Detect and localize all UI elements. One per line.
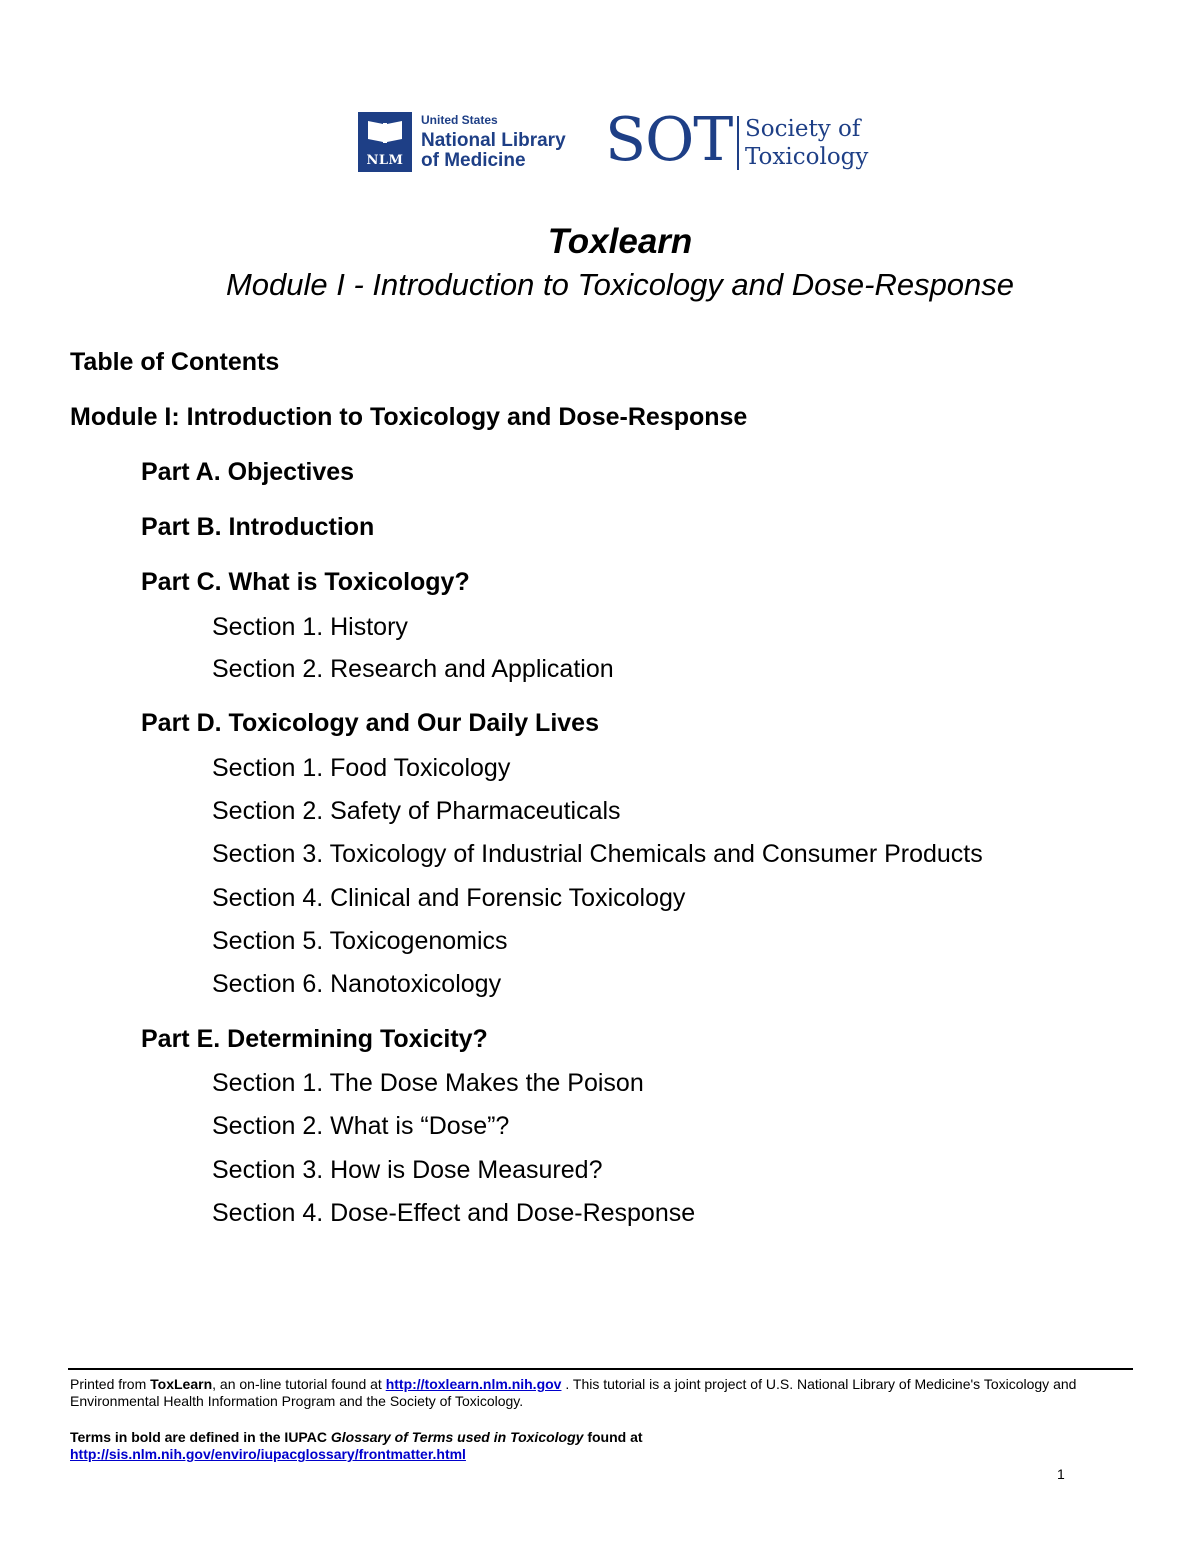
nlm-logo-mark	[358, 112, 412, 172]
sot-abbreviation: SOT	[605, 105, 733, 175]
toc-part-b: Part B. Introduction	[141, 513, 375, 541]
footer-glossary-url-line	[70, 1446, 1130, 1463]
nlm-line-1: United States	[421, 113, 498, 127]
nlm-line-3: of Medicine	[421, 150, 526, 171]
footer-printed-from: Printed from	[70, 1376, 147, 1392]
sot-name-line-2: Toxicology	[745, 144, 869, 170]
toc-part-c: Part C. What is Toxicology?	[141, 568, 470, 596]
toc-module-title: Module I: Introduction to Toxicology and Dose-Response	[70, 403, 748, 431]
footer-tutorial-text: , an on-line tutorial found at	[212, 1376, 382, 1392]
toc-part-a: Part A. Objectives	[141, 458, 355, 486]
sot-name-line-1: Society of	[745, 116, 861, 142]
toc-section: Section 2. Safety of Pharmaceuticals	[212, 797, 621, 825]
footer-toxlearn: ToxLearn	[150, 1376, 213, 1392]
book-icon	[366, 118, 404, 144]
toc-heading: Table of Contents	[70, 348, 280, 376]
toc-section: Section 5. Toxicogenomics	[212, 927, 508, 955]
glossary-link[interactable]: http://sis.nlm.nih.gov/enviro/iupacglossary/frontmatter.html	[70, 1446, 466, 1462]
document-title: Toxlearn	[547, 222, 693, 261]
toc-section: Section 1. History	[212, 613, 408, 641]
nlm-box-text: NLM	[366, 153, 404, 168]
toc-section: Section 2. Research and Application	[212, 655, 614, 683]
footer-attribution	[70, 1376, 1130, 1410]
nlm-line-2: National Library	[421, 130, 566, 151]
footer-divider	[68, 1368, 1133, 1370]
toc-section: Section 1. The Dose Makes the Poison	[212, 1069, 644, 1097]
toc-section: Section 3. How is Dose Measured?	[212, 1156, 603, 1184]
footer-found-at: found at	[587, 1429, 643, 1445]
toc-section: Section 6. Nanotoxicology	[212, 970, 502, 998]
document-subtitle: Module I - Introduction to Toxicology and Dose-Response	[225, 267, 1015, 302]
nlm-logo	[355, 108, 590, 174]
footer-terms-bold: Terms in bold are defined in the IUPAC	[70, 1429, 327, 1445]
sot-divider	[737, 116, 739, 170]
toxlearn-link[interactable]: http://toxlearn.nlm.nih.gov	[385, 1376, 562, 1392]
footer-joint-text: . This tutorial is a joint project of U.S. National Library of Medicine's Toxicology and Environmental Health Information Program and the Society of Toxicology.	[70, 1376, 1077, 1409]
toc-section: Section 1. Food Toxicology	[212, 754, 511, 782]
footer-glossary-title: Glossary of Terms used in Toxicology	[330, 1429, 584, 1445]
toc-section: Section 2. What is “Dose”?	[212, 1112, 510, 1140]
footer	[70, 1376, 1130, 1463]
toc-section: Section 4. Clinical and Forensic Toxicology	[212, 884, 686, 912]
toc-section: Section 4. Dose-Effect and Dose-Response	[212, 1199, 696, 1227]
toc-part-d: Part D. Toxicology and Our Daily Lives	[141, 709, 599, 737]
footer-glossary-note	[70, 1429, 1130, 1446]
page-number: 1	[1057, 1466, 1065, 1482]
toc-section: Section 3. Toxicology of Industrial Chemicals and Consumer Products	[212, 840, 983, 868]
sot-logo	[605, 105, 875, 178]
toc-part-e: Part E. Determining Toxicity?	[141, 1025, 488, 1053]
